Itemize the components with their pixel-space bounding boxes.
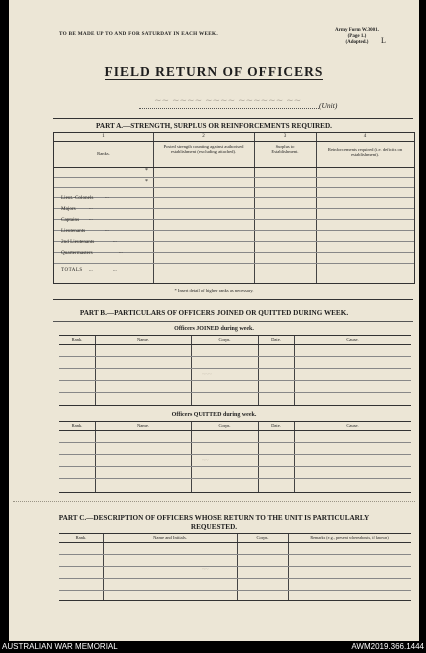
- col-number: 3: [283, 134, 287, 139]
- title-text: FIELD RETURN OF OFFICERS: [104, 64, 324, 79]
- joined-table: [59, 335, 411, 406]
- rule: [53, 299, 413, 300]
- col-number: 4: [363, 134, 367, 139]
- part-c-heading-1: PART C.—DESCRIPTION OF OFFICERS WHOSE RETURN TO THE UNIT IS PARTICULARLY: [58, 514, 370, 522]
- leader-dots: ...: [105, 228, 109, 233]
- col-rank: Rank.: [71, 337, 83, 342]
- col-cause: Cause.: [346, 337, 359, 342]
- unit-label: (Unit): [319, 101, 338, 110]
- part-a-table: [53, 132, 415, 284]
- leader-dots: ...: [89, 217, 93, 222]
- col-name-initials: Name and Initials.: [153, 535, 187, 540]
- col-name: Name.: [136, 337, 150, 342]
- col-corps: Corps.: [218, 423, 231, 428]
- perforation-line: [13, 501, 415, 502]
- col-header-reinforcements: Reinforcements required (i.e. deficits on establishment).: [327, 147, 403, 158]
- instruction-text: TO BE MADE UP TO AND FOR SATURDAY IN EACH WEEK.: [59, 31, 218, 37]
- col-header-posted-strength: Posted strength counting against authorised establishment (excluding attached).: [163, 144, 244, 155]
- col-date: Date.: [271, 337, 281, 342]
- leader-dots: ...: [113, 268, 117, 273]
- joined-heading: Officers JOINED during week.: [174, 326, 254, 332]
- col-rank: Rank.: [75, 535, 87, 540]
- col-corps: Corps.: [218, 337, 231, 342]
- leader-dots: ...: [89, 268, 93, 273]
- archive-footer: [0, 641, 426, 653]
- leader-dots: ...: [113, 239, 117, 244]
- faint-mark: ~~: [202, 458, 209, 464]
- col-cause: Cause.: [346, 423, 359, 428]
- footnote: * Insert detail of higher ranks as necessary.: [174, 288, 254, 293]
- part-c-heading-2: REQUESTED.: [190, 523, 238, 531]
- part-a-heading: PART A.—STRENGTH, SURPLUS OR REINFORCEMENTS REQUIRED.: [96, 122, 332, 130]
- col-corps: Corps.: [256, 535, 269, 540]
- quitted-table: [59, 421, 411, 493]
- quitted-heading: Officers QUITTED during week.: [171, 412, 257, 418]
- faint-mark: ~~: [202, 567, 209, 573]
- rank-label: Captains: [61, 217, 80, 223]
- rank-label: Majors: [61, 206, 76, 212]
- leader-dots: ...: [119, 250, 123, 255]
- rank-label: Lieut.-Colonels: [61, 195, 94, 201]
- form-number: [335, 28, 379, 46]
- faint-mark: ~~~: [202, 372, 212, 378]
- unit-line: [139, 108, 319, 109]
- star-mark: *: [145, 168, 148, 174]
- page-title: [9, 64, 419, 80]
- form-adopted-line: (Adopted.): [345, 40, 369, 45]
- leader-dots: ...: [89, 206, 93, 211]
- col-header-surplus: Surplus to Establishment.: [271, 144, 299, 155]
- star-mark: *: [145, 179, 148, 185]
- rank-label: Lieutenants: [61, 228, 86, 234]
- col-number: 1: [102, 134, 105, 139]
- col-rank: Rank.: [71, 423, 83, 428]
- col-remarks: Remarks (e.g., present whereabouts, if known): [310, 535, 389, 540]
- part-b-heading: PART B.—PARTICULARS OF OFFICERS JOINED OR QUITTED DURING WEEK.: [79, 309, 349, 317]
- part-c-table: [59, 533, 411, 601]
- leader-dots: ...: [105, 195, 109, 200]
- col-header-ranks: Ranks.: [97, 151, 110, 156]
- handwritten-unit-entry: ~~ ~~~~ ~~~~ ~~~~~~ ~~: [154, 96, 302, 106]
- footer-accession: AWM2019.366.1444: [351, 642, 424, 651]
- rule: [53, 118, 413, 119]
- footer-source: AUSTRALIAN WAR MEMORIAL: [2, 642, 118, 651]
- form-sheet: [9, 0, 419, 641]
- form-id-line: Army Form W.3001.: [335, 28, 379, 33]
- totals-label: TOTALS: [61, 268, 83, 273]
- col-name: Name.: [136, 423, 150, 428]
- rank-label: Quartermasters: [61, 250, 93, 256]
- form-page-line: (Page 1.): [347, 34, 367, 39]
- col-date: Date.: [271, 423, 281, 428]
- rank-label: 2nd Lieutenants: [61, 239, 95, 245]
- form-mark: L: [381, 36, 386, 45]
- col-number: 2: [202, 134, 205, 139]
- rule: [53, 321, 413, 322]
